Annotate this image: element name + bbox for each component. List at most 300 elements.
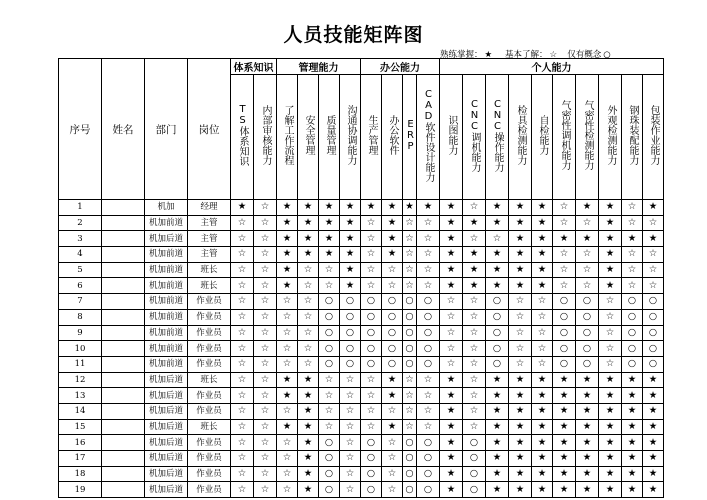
cell-no: 17 <box>59 451 102 467</box>
skill-level-filled-star-icon: ★ <box>599 466 622 482</box>
skill-level-hollow-star-icon: ☆ <box>532 356 553 372</box>
skill-level-hollow-star-icon: ☆ <box>277 356 298 372</box>
skill-level-hollow-star-icon: ☆ <box>254 309 277 325</box>
skill-level-hollow-star-icon: ☆ <box>231 419 254 435</box>
skill-level-filled-star-icon: ★ <box>403 200 417 216</box>
skill-level-hollow-star-icon: ☆ <box>509 294 532 310</box>
skill-header-label: 安全管理 <box>303 115 314 155</box>
skill-level-hollow-star-icon: ☆ <box>361 278 382 294</box>
skill-level-hollow-star-icon: ☆ <box>319 278 340 294</box>
skill-level-circle-icon: ○ <box>417 466 440 482</box>
skill-level-filled-star-icon: ★ <box>277 215 298 231</box>
cell-name <box>102 482 145 498</box>
skill-level-hollow-star-icon: ☆ <box>231 278 254 294</box>
skill-level-hollow-star-icon: ☆ <box>231 325 254 341</box>
cell-post: 作业员 <box>188 294 231 310</box>
skill-level-filled-star-icon: ★ <box>622 482 643 498</box>
skill-level-filled-star-icon: ★ <box>298 419 319 435</box>
skill-level-filled-star-icon: ★ <box>486 482 509 498</box>
hollow-star-icon: ☆ <box>549 50 558 60</box>
cell-name <box>102 200 145 216</box>
skill-level-filled-star-icon: ★ <box>643 451 664 467</box>
skill-header-label: 识图能力 <box>446 115 457 155</box>
skill-header <box>509 75 532 200</box>
skill-level-filled-star-icon: ★ <box>440 435 463 451</box>
skill-header <box>440 75 463 200</box>
cell-dept: 机加后道 <box>145 372 188 388</box>
skill-level-circle-icon: ○ <box>486 341 509 357</box>
skill-level-hollow-star-icon: ☆ <box>622 262 643 278</box>
skill-header-label: 外观检测能力 <box>605 105 616 165</box>
skill-level-filled-star-icon: ★ <box>599 482 622 498</box>
skill-level-filled-star-icon: ★ <box>440 419 463 435</box>
skill-level-circle-icon: ○ <box>463 466 486 482</box>
skill-level-filled-star-icon: ★ <box>509 419 532 435</box>
skill-level-hollow-star-icon: ☆ <box>417 419 440 435</box>
skill-level-filled-star-icon: ★ <box>417 200 440 216</box>
skill-level-circle-icon: ○ <box>553 356 576 372</box>
skill-level-circle-icon: ○ <box>319 482 340 498</box>
skill-level-hollow-star-icon: ☆ <box>643 278 664 294</box>
cell-name <box>102 356 145 372</box>
skill-level-filled-star-icon: ★ <box>440 215 463 231</box>
skill-level-hollow-star-icon: ☆ <box>277 482 298 498</box>
skill-level-hollow-star-icon: ☆ <box>509 309 532 325</box>
skill-level-circle-icon: ○ <box>622 341 643 357</box>
group-header: 个人能力 <box>440 59 664 75</box>
skill-level-hollow-star-icon: ☆ <box>254 388 277 404</box>
skill-level-hollow-star-icon: ☆ <box>463 325 486 341</box>
cell-dept: 机加后道 <box>145 403 188 419</box>
skill-level-circle-icon: ○ <box>403 435 417 451</box>
skill-level-filled-star-icon: ★ <box>553 419 576 435</box>
skill-level-filled-star-icon: ★ <box>553 388 576 404</box>
skill-level-hollow-star-icon: ☆ <box>599 341 622 357</box>
skill-level-hollow-star-icon: ☆ <box>361 262 382 278</box>
skill-level-hollow-star-icon: ☆ <box>277 435 298 451</box>
skill-level-circle-icon: ○ <box>340 341 361 357</box>
cell-name <box>102 231 145 247</box>
skill-level-filled-star-icon: ★ <box>440 388 463 404</box>
skill-level-filled-star-icon: ★ <box>622 403 643 419</box>
skill-level-hollow-star-icon: ☆ <box>231 309 254 325</box>
skill-level-filled-star-icon: ★ <box>532 466 553 482</box>
skill-level-hollow-star-icon: ☆ <box>319 262 340 278</box>
skill-header-label: 钢珠装配能力 <box>627 105 638 165</box>
skill-level-filled-star-icon: ★ <box>576 451 599 467</box>
skill-level-filled-star-icon: ★ <box>486 388 509 404</box>
skill-level-filled-star-icon: ★ <box>599 372 622 388</box>
table-row <box>59 356 664 372</box>
cell-name <box>102 466 145 482</box>
skill-level-hollow-star-icon: ☆ <box>463 372 486 388</box>
skill-header <box>643 75 664 200</box>
table-row <box>59 419 664 435</box>
skill-level-hollow-star-icon: ☆ <box>440 325 463 341</box>
skill-level-hollow-star-icon: ☆ <box>463 403 486 419</box>
skill-level-filled-star-icon: ★ <box>298 247 319 263</box>
skill-level-filled-star-icon: ★ <box>298 372 319 388</box>
skill-header <box>319 75 340 200</box>
cell-dept: 机加后道 <box>145 231 188 247</box>
skill-level-hollow-star-icon: ☆ <box>277 403 298 419</box>
skill-level-circle-icon: ○ <box>417 482 440 498</box>
skill-level-filled-star-icon: ★ <box>576 200 599 216</box>
skill-level-hollow-star-icon: ☆ <box>643 215 664 231</box>
cell-dept: 机加前道 <box>145 278 188 294</box>
skill-level-filled-star-icon: ★ <box>553 482 576 498</box>
skill-level-filled-star-icon: ★ <box>319 231 340 247</box>
cell-name <box>102 262 145 278</box>
cell-post: 班长 <box>188 419 231 435</box>
skill-level-filled-star-icon: ★ <box>643 482 664 498</box>
skill-level-filled-star-icon: ★ <box>361 200 382 216</box>
skill-level-circle-icon: ○ <box>417 341 440 357</box>
skill-level-filled-star-icon: ★ <box>509 262 532 278</box>
cell-dept: 机加后道 <box>145 451 188 467</box>
cell-dept: 机加前道 <box>145 309 188 325</box>
skill-level-filled-star-icon: ★ <box>382 419 403 435</box>
skill-level-filled-star-icon: ★ <box>463 247 486 263</box>
skill-level-circle-icon: ○ <box>417 309 440 325</box>
skill-level-hollow-star-icon: ☆ <box>254 403 277 419</box>
skill-level-filled-star-icon: ★ <box>643 435 664 451</box>
skill-level-filled-star-icon: ★ <box>509 278 532 294</box>
cell-post: 主管 <box>188 215 231 231</box>
skill-header <box>417 75 440 200</box>
skill-level-hollow-star-icon: ☆ <box>277 325 298 341</box>
skill-level-circle-icon: ○ <box>622 356 643 372</box>
skill-level-hollow-star-icon: ☆ <box>277 466 298 482</box>
skill-level-hollow-star-icon: ☆ <box>440 341 463 357</box>
cell-no: 18 <box>59 466 102 482</box>
skill-level-circle-icon: ○ <box>463 435 486 451</box>
skill-level-hollow-star-icon: ☆ <box>231 372 254 388</box>
skill-level-filled-star-icon: ★ <box>440 247 463 263</box>
skill-level-hollow-star-icon: ☆ <box>463 200 486 216</box>
cell-post: 作业员 <box>188 482 231 498</box>
skill-level-circle-icon: ○ <box>361 294 382 310</box>
skill-level-hollow-star-icon: ☆ <box>463 341 486 357</box>
skill-header-label: TS体系知识 <box>237 104 248 166</box>
legend-label-basic: 基本了解： <box>504 50 548 60</box>
table-row <box>59 372 664 388</box>
skill-level-circle-icon: ○ <box>319 466 340 482</box>
skill-level-circle-icon: ○ <box>319 435 340 451</box>
skill-level-hollow-star-icon: ☆ <box>576 247 599 263</box>
skill-level-filled-star-icon: ★ <box>440 372 463 388</box>
skill-level-circle-icon: ○ <box>486 309 509 325</box>
cell-no: 15 <box>59 419 102 435</box>
cell-post: 班长 <box>188 262 231 278</box>
skill-level-hollow-star-icon: ☆ <box>509 341 532 357</box>
skill-header <box>298 75 319 200</box>
skill-level-hollow-star-icon: ☆ <box>231 388 254 404</box>
skill-level-hollow-star-icon: ☆ <box>231 262 254 278</box>
skill-level-hollow-star-icon: ☆ <box>417 247 440 263</box>
skill-level-circle-icon: ○ <box>340 356 361 372</box>
skill-header <box>553 75 576 200</box>
skill-level-filled-star-icon: ★ <box>599 200 622 216</box>
skill-level-hollow-star-icon: ☆ <box>553 215 576 231</box>
skill-level-hollow-star-icon: ☆ <box>403 403 417 419</box>
skill-level-filled-star-icon: ★ <box>486 278 509 294</box>
skill-level-filled-star-icon: ★ <box>622 419 643 435</box>
skill-level-filled-star-icon: ★ <box>463 262 486 278</box>
cell-no: 11 <box>59 356 102 372</box>
skill-level-circle-icon: ○ <box>463 451 486 467</box>
skill-level-circle-icon: ○ <box>622 294 643 310</box>
skill-level-filled-star-icon: ★ <box>277 200 298 216</box>
header-dept: 部门 <box>145 59 188 200</box>
cell-post: 作业员 <box>188 435 231 451</box>
skill-header-label: 气密性调机能力 <box>559 100 570 170</box>
skill-level-circle-icon: ○ <box>361 356 382 372</box>
skill-level-filled-star-icon: ★ <box>298 403 319 419</box>
skill-level-hollow-star-icon: ☆ <box>417 403 440 419</box>
skill-level-circle-icon: ○ <box>403 482 417 498</box>
skill-level-hollow-star-icon: ☆ <box>254 294 277 310</box>
skill-header <box>463 75 486 200</box>
skill-level-hollow-star-icon: ☆ <box>231 466 254 482</box>
skill-level-filled-star-icon: ★ <box>340 278 361 294</box>
skill-level-hollow-star-icon: ☆ <box>417 388 440 404</box>
skill-level-hollow-star-icon: ☆ <box>340 451 361 467</box>
skill-level-circle-icon: ○ <box>553 341 576 357</box>
skill-level-circle-icon: ○ <box>417 356 440 372</box>
skill-level-circle-icon: ○ <box>382 309 403 325</box>
skill-level-hollow-star-icon: ☆ <box>319 419 340 435</box>
skill-level-hollow-star-icon: ☆ <box>643 247 664 263</box>
cell-no: 2 <box>59 215 102 231</box>
skill-level-circle-icon: ○ <box>382 325 403 341</box>
skill-matrix-table <box>58 58 664 498</box>
table-row <box>59 200 664 216</box>
skill-level-hollow-star-icon: ☆ <box>403 215 417 231</box>
table-row <box>59 451 664 467</box>
cell-no: 19 <box>59 482 102 498</box>
skill-level-filled-star-icon: ★ <box>622 372 643 388</box>
group-header: 管理能力 <box>277 59 361 75</box>
cell-name <box>102 419 145 435</box>
skill-level-hollow-star-icon: ☆ <box>532 294 553 310</box>
skill-level-filled-star-icon: ★ <box>340 231 361 247</box>
skill-level-hollow-star-icon: ☆ <box>440 294 463 310</box>
skill-level-hollow-star-icon: ☆ <box>340 403 361 419</box>
table-row <box>59 262 664 278</box>
skill-level-circle-icon: ○ <box>622 325 643 341</box>
skill-level-circle-icon: ○ <box>576 341 599 357</box>
skill-level-hollow-star-icon: ☆ <box>319 403 340 419</box>
skill-level-filled-star-icon: ★ <box>440 262 463 278</box>
skill-header-label: 检具检测能力 <box>515 105 526 165</box>
skill-header <box>486 75 509 200</box>
cell-name <box>102 325 145 341</box>
skill-level-circle-icon: ○ <box>319 341 340 357</box>
skill-level-filled-star-icon: ★ <box>643 466 664 482</box>
skill-header-label: 气密性检测能力 <box>582 100 593 170</box>
skill-level-hollow-star-icon: ☆ <box>254 419 277 435</box>
cell-name <box>102 247 145 263</box>
skill-level-filled-star-icon: ★ <box>622 435 643 451</box>
skill-level-hollow-star-icon: ☆ <box>231 451 254 467</box>
skill-level-filled-star-icon: ★ <box>599 451 622 467</box>
skill-level-hollow-star-icon: ☆ <box>254 356 277 372</box>
skill-level-hollow-star-icon: ☆ <box>277 341 298 357</box>
skill-level-circle-icon: ○ <box>319 294 340 310</box>
skill-level-hollow-star-icon: ☆ <box>254 451 277 467</box>
skill-level-filled-star-icon: ★ <box>532 388 553 404</box>
skill-level-filled-star-icon: ★ <box>486 435 509 451</box>
cell-dept: 机加前道 <box>145 294 188 310</box>
skill-level-circle-icon: ○ <box>417 294 440 310</box>
skill-level-filled-star-icon: ★ <box>340 262 361 278</box>
skill-level-hollow-star-icon: ☆ <box>277 451 298 467</box>
skill-level-hollow-star-icon: ☆ <box>486 231 509 247</box>
skill-level-filled-star-icon: ★ <box>509 372 532 388</box>
skill-level-hollow-star-icon: ☆ <box>254 247 277 263</box>
cell-dept: 机加后道 <box>145 466 188 482</box>
skill-level-filled-star-icon: ★ <box>277 278 298 294</box>
skill-level-circle-icon: ○ <box>361 482 382 498</box>
skill-level-filled-star-icon: ★ <box>532 403 553 419</box>
circle-icon: ○ <box>603 50 611 60</box>
skill-level-filled-star-icon: ★ <box>576 482 599 498</box>
skill-level-circle-icon: ○ <box>463 482 486 498</box>
skill-level-filled-star-icon: ★ <box>553 372 576 388</box>
skill-header <box>340 75 361 200</box>
skill-level-filled-star-icon: ★ <box>599 435 622 451</box>
skill-level-filled-star-icon: ★ <box>509 388 532 404</box>
skill-level-hollow-star-icon: ☆ <box>417 278 440 294</box>
legend-label-mastered: 熟练掌握： <box>440 50 483 60</box>
group-header-row <box>59 59 664 75</box>
skill-level-circle-icon: ○ <box>403 356 417 372</box>
skill-header-label: CAD软件设计能力 <box>423 88 434 182</box>
skill-level-hollow-star-icon: ☆ <box>340 388 361 404</box>
skill-header <box>382 75 403 200</box>
skill-level-hollow-star-icon: ☆ <box>298 262 319 278</box>
skill-level-hollow-star-icon: ☆ <box>440 309 463 325</box>
skill-level-circle-icon: ○ <box>417 451 440 467</box>
skill-level-circle-icon: ○ <box>382 294 403 310</box>
skill-header-label: CNC调机能力 <box>469 98 480 172</box>
skill-level-filled-star-icon: ★ <box>576 403 599 419</box>
skill-level-hollow-star-icon: ☆ <box>254 231 277 247</box>
skill-level-filled-star-icon: ★ <box>486 451 509 467</box>
skill-level-filled-star-icon: ★ <box>643 231 664 247</box>
skill-level-circle-icon: ○ <box>361 309 382 325</box>
skill-level-hollow-star-icon: ☆ <box>643 262 664 278</box>
skill-level-hollow-star-icon: ☆ <box>254 341 277 357</box>
skill-level-filled-star-icon: ★ <box>553 403 576 419</box>
page-title: 人员技能矩阵图 <box>283 24 424 46</box>
skill-level-hollow-star-icon: ☆ <box>254 262 277 278</box>
skill-level-filled-star-icon: ★ <box>509 403 532 419</box>
cell-dept: 机加后道 <box>145 435 188 451</box>
skill-level-filled-star-icon: ★ <box>231 200 254 216</box>
skill-level-circle-icon: ○ <box>319 309 340 325</box>
cell-dept: 机加后道 <box>145 482 188 498</box>
table-row <box>59 278 664 294</box>
cell-no: 9 <box>59 325 102 341</box>
skill-level-filled-star-icon: ★ <box>643 388 664 404</box>
cell-dept: 机加前道 <box>145 262 188 278</box>
skill-level-filled-star-icon: ★ <box>440 482 463 498</box>
skill-level-circle-icon: ○ <box>576 356 599 372</box>
skill-level-filled-star-icon: ★ <box>622 388 643 404</box>
skill-level-hollow-star-icon: ☆ <box>403 388 417 404</box>
skill-level-filled-star-icon: ★ <box>622 231 643 247</box>
skill-level-filled-star-icon: ★ <box>532 231 553 247</box>
skill-level-filled-star-icon: ★ <box>576 466 599 482</box>
skill-level-filled-star-icon: ★ <box>509 215 532 231</box>
header-post: 岗位 <box>188 59 231 200</box>
skill-level-filled-star-icon: ★ <box>532 482 553 498</box>
skill-level-circle-icon: ○ <box>643 341 664 357</box>
skill-level-filled-star-icon: ★ <box>576 388 599 404</box>
skill-level-filled-star-icon: ★ <box>486 372 509 388</box>
skill-level-hollow-star-icon: ☆ <box>340 372 361 388</box>
skill-header-label: 自检能力 <box>537 115 548 155</box>
skill-level-hollow-star-icon: ☆ <box>298 294 319 310</box>
cell-name <box>102 451 145 467</box>
skill-level-filled-star-icon: ★ <box>599 403 622 419</box>
skill-level-circle-icon: ○ <box>403 325 417 341</box>
skill-level-hollow-star-icon: ☆ <box>298 309 319 325</box>
skill-level-hollow-star-icon: ☆ <box>231 231 254 247</box>
cell-post: 班长 <box>188 278 231 294</box>
skill-level-hollow-star-icon: ☆ <box>361 231 382 247</box>
skill-level-hollow-star-icon: ☆ <box>361 403 382 419</box>
skill-level-hollow-star-icon: ☆ <box>361 215 382 231</box>
skill-level-circle-icon: ○ <box>486 325 509 341</box>
skill-level-hollow-star-icon: ☆ <box>403 231 417 247</box>
skill-level-filled-star-icon: ★ <box>553 231 576 247</box>
skill-level-circle-icon: ○ <box>417 325 440 341</box>
skill-level-hollow-star-icon: ☆ <box>463 356 486 372</box>
skill-level-filled-star-icon: ★ <box>277 372 298 388</box>
skill-level-filled-star-icon: ★ <box>532 215 553 231</box>
matrix-body <box>59 200 664 498</box>
skill-level-hollow-star-icon: ☆ <box>382 435 403 451</box>
skill-level-filled-star-icon: ★ <box>298 466 319 482</box>
cell-dept: 机加后道 <box>145 388 188 404</box>
cell-no: 1 <box>59 200 102 216</box>
cell-post: 作业员 <box>188 466 231 482</box>
skill-level-hollow-star-icon: ☆ <box>403 419 417 435</box>
skill-level-filled-star-icon: ★ <box>440 451 463 467</box>
skill-level-hollow-star-icon: ☆ <box>254 325 277 341</box>
skill-level-hollow-star-icon: ☆ <box>463 419 486 435</box>
cell-no: 4 <box>59 247 102 263</box>
skill-level-hollow-star-icon: ☆ <box>340 466 361 482</box>
skill-level-filled-star-icon: ★ <box>340 247 361 263</box>
skill-header-label: 包装作业能力 <box>648 105 660 165</box>
cell-post: 主管 <box>188 231 231 247</box>
table-row <box>59 309 664 325</box>
skill-level-filled-star-icon: ★ <box>599 278 622 294</box>
skill-level-hollow-star-icon: ☆ <box>254 482 277 498</box>
skill-level-circle-icon: ○ <box>622 309 643 325</box>
skill-level-hollow-star-icon: ☆ <box>298 278 319 294</box>
cell-post: 作业员 <box>188 403 231 419</box>
skill-level-filled-star-icon: ★ <box>509 231 532 247</box>
skill-level-hollow-star-icon: ☆ <box>382 466 403 482</box>
skill-level-filled-star-icon: ★ <box>277 231 298 247</box>
skill-level-filled-star-icon: ★ <box>532 372 553 388</box>
skill-level-hollow-star-icon: ☆ <box>417 372 440 388</box>
